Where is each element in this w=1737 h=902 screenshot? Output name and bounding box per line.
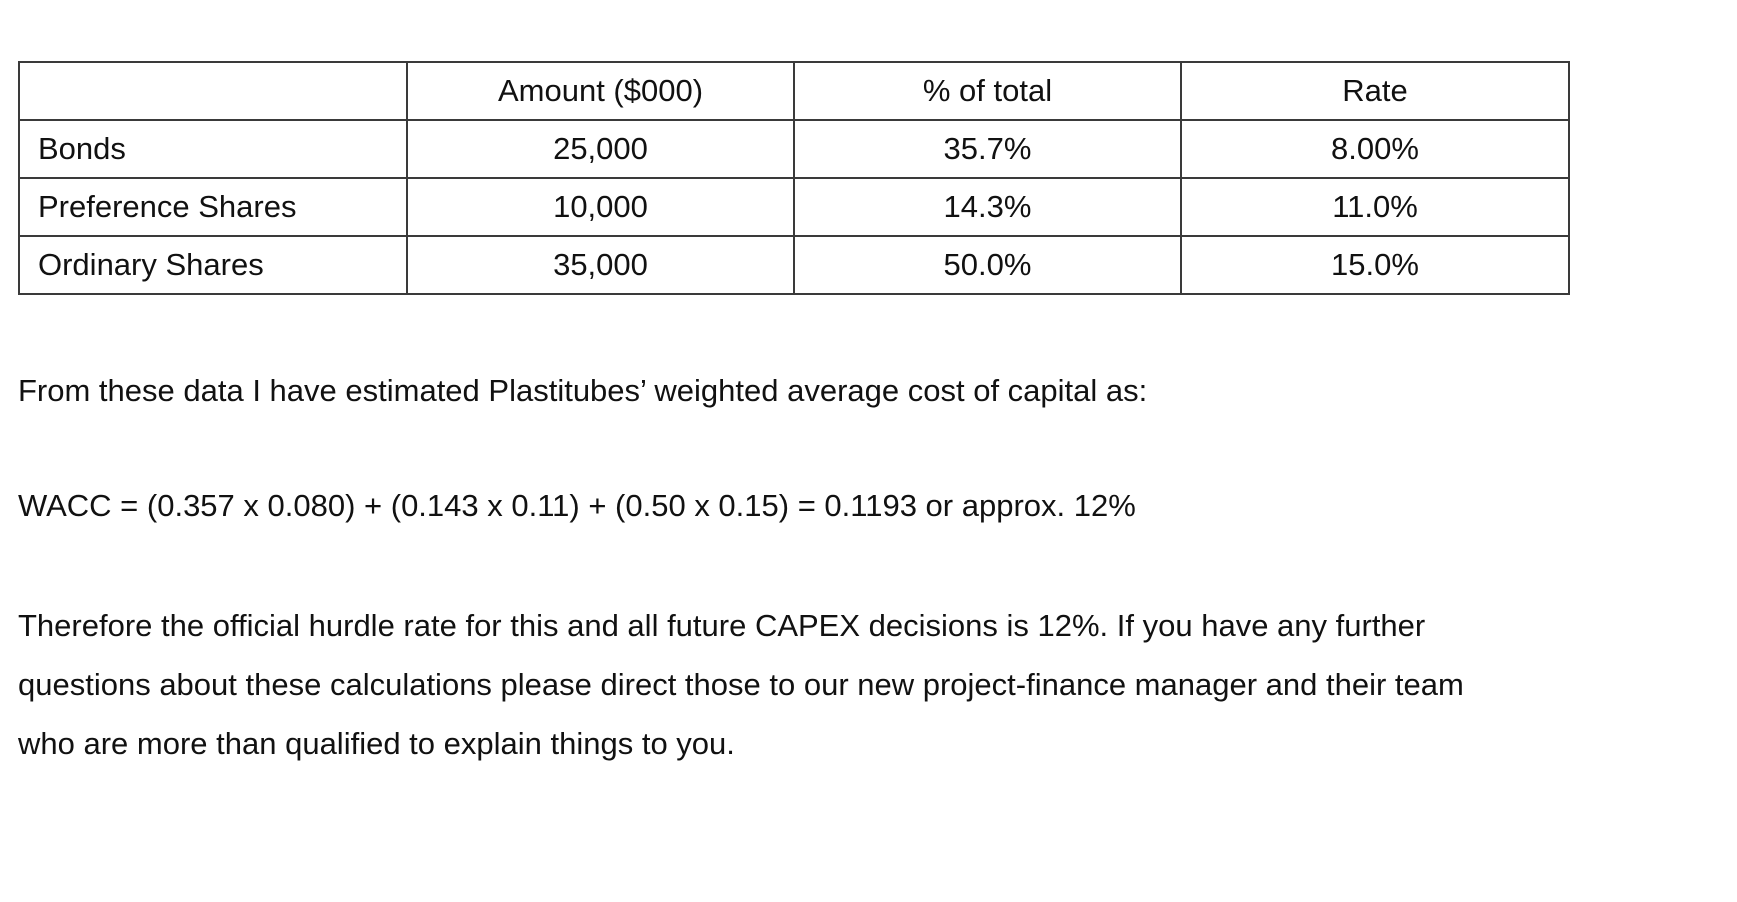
row-amount: 35,000: [407, 236, 794, 294]
header-rate: Rate: [1181, 62, 1569, 120]
row-label: Bonds: [19, 120, 407, 178]
table-row: [19, 120, 1569, 178]
capital-structure-table: [18, 61, 1570, 295]
row-label: Preference Shares: [19, 178, 407, 236]
row-rate: 8.00%: [1181, 120, 1569, 178]
header-percent-total: % of total: [794, 62, 1181, 120]
table-header-row: [19, 62, 1569, 120]
header-amount: Amount ($000): [407, 62, 794, 120]
row-percent: 50.0%: [794, 236, 1181, 294]
row-percent: 35.7%: [794, 120, 1181, 178]
conclusion-paragraph: [18, 596, 1598, 773]
header-blank-cell: [19, 62, 407, 120]
row-rate: 15.0%: [1181, 236, 1569, 294]
row-amount: 25,000: [407, 120, 794, 178]
table-row: [19, 178, 1569, 236]
conclusion-line: who are more than qualified to explain things to you.: [18, 726, 735, 761]
row-label: Ordinary Shares: [19, 236, 407, 294]
conclusion-line: Therefore the official hurdle rate for this and all future CAPEX decisions is 12%. If you have any further: [18, 608, 1426, 643]
row-percent: 14.3%: [794, 178, 1181, 236]
row-rate: 11.0%: [1181, 178, 1569, 236]
conclusion-line: questions about these calculations please direct those to our new project-finance manager and their team: [18, 667, 1464, 702]
table-row: [19, 236, 1569, 294]
intro-paragraph: From these data I have estimated Plastitubes’ weighted average cost of capital as:: [18, 373, 1148, 408]
row-amount: 10,000: [407, 178, 794, 236]
wacc-formula: WACC = (0.357 x 0.080) + (0.143 x 0.11) + (0.50 x 0.15) = 0.1193 or approx. 12%: [18, 488, 1136, 523]
